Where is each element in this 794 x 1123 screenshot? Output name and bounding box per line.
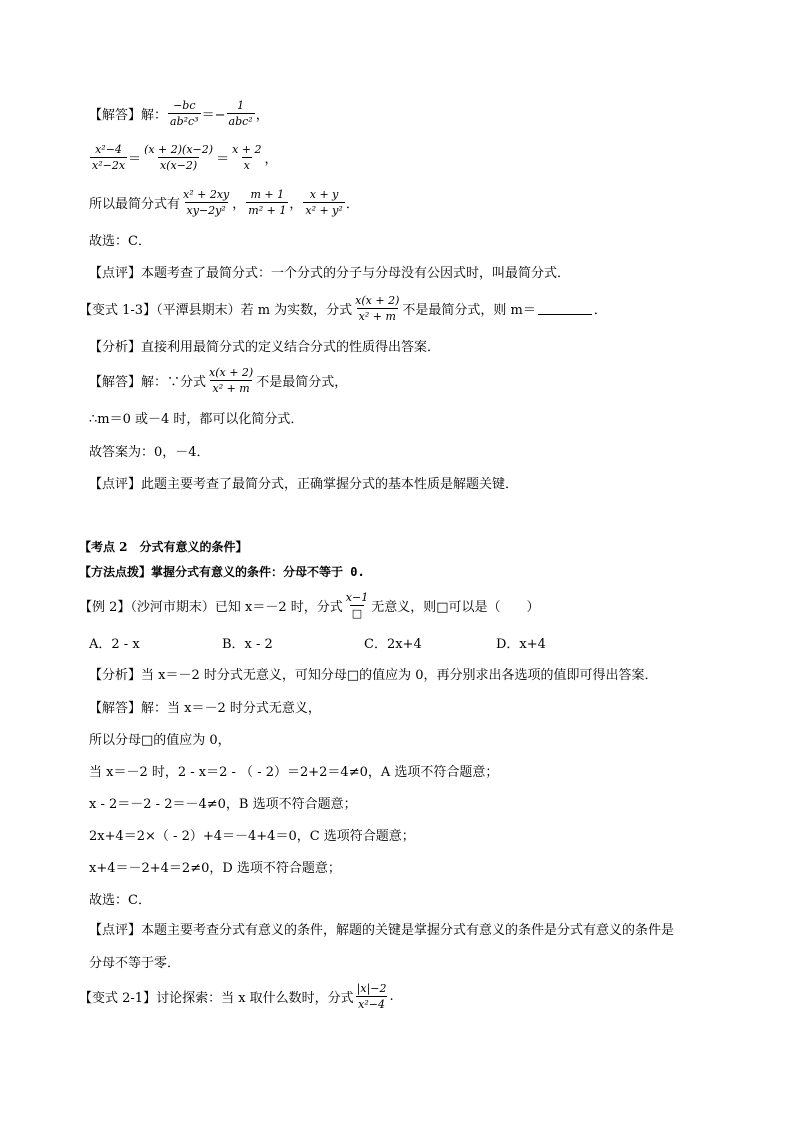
- fraction-factored: [142, 143, 215, 172]
- comment-text: 【点评】此题主要考查了最简分式，正确掌握分式的基本性质是解题关键．: [89, 476, 519, 492]
- fraction-simplified: [230, 143, 263, 172]
- fraction-denominator: x² + y²: [305, 203, 343, 217]
- options-row: [89, 632, 546, 652]
- fraction-numerator: x(x + 2): [355, 293, 400, 307]
- answer-text: x - 2＝－2 - 2＝－4≠0，B 选项不符合题意；: [89, 796, 357, 812]
- fraction-neg-bc: [168, 99, 201, 128]
- answer-text: 2x+4＝2×（ - 2）+4＝－4+4＝0，C 选项符合题意；: [89, 828, 415, 844]
- variant-2-1-question: [79, 979, 394, 1013]
- fraction-numerator: x + y: [309, 187, 339, 201]
- fraction-numerator: x + 2: [232, 142, 262, 156]
- fraction-numerator: (x + 2)(x−2): [144, 142, 214, 156]
- fraction-denominator: x² + m: [212, 381, 250, 395]
- fraction-simplest-2: [246, 188, 288, 217]
- example-2-answer-3: [89, 760, 498, 780]
- punctuation: ，: [264, 151, 278, 167]
- example-2-answer-4: [89, 792, 357, 812]
- fraction-denominator: □: [351, 606, 363, 620]
- section-title-text: 【考点 2 分式有意义的条件】: [79, 539, 248, 554]
- answer-text: ∴m＝0 或－4 时，都可以化简分式．: [89, 411, 304, 427]
- fraction-denominator: x²−2x: [92, 158, 126, 172]
- equals-sign: ＝: [128, 151, 142, 167]
- variant-1-3-question: [79, 291, 607, 325]
- punctuation: ，: [232, 196, 246, 212]
- fraction-answer-1-3: [207, 366, 255, 395]
- answer-line-3: [89, 185, 359, 219]
- method-tip-text: 【方法点拨】掌握分式有意义的条件：分母不等于 0.: [79, 564, 365, 579]
- fraction-numerator: −bc: [173, 98, 196, 112]
- fraction-denominator: x² + m: [358, 309, 396, 323]
- fraction-variant-2-1: [355, 982, 389, 1011]
- equals-sign: ＝: [216, 151, 230, 167]
- example-2-answer-1: [89, 696, 321, 716]
- answer-text: x+4＝－2+4＝2≠0，D 选项不符合题意；: [89, 860, 341, 876]
- variant-tail: 不是最简分式，则 m＝: [402, 302, 536, 318]
- fraction-numerator: x(x + 2): [209, 365, 254, 379]
- variant-head: 【变式 1-3】（平潭县期末）若 m 为实数，分式: [79, 302, 353, 318]
- example-2-answer-2: [89, 728, 231, 748]
- example-2-comment-1: [89, 918, 674, 938]
- comment-1: [89, 261, 570, 281]
- fraction-numerator: m + 1: [250, 187, 285, 201]
- comment-text: 分母不等于零．: [89, 955, 181, 971]
- punctuation: ．: [345, 196, 359, 212]
- answer-choice-text: 故选：C．: [89, 233, 151, 249]
- variant-1-3-comment: [89, 472, 518, 492]
- answer-text: 当 x＝－2 时，2 - x＝2 - （ - 2）＝2+2＝4≠0，A 选项不符合题意；: [89, 764, 499, 780]
- example-head: 【例 2】（沙河市期末）已知 x＝－2 时，分式: [79, 599, 343, 615]
- answer-text: 故选：C．: [89, 892, 151, 908]
- answer-text: 故答案为：0，－4．: [89, 444, 210, 460]
- example-2-analysis: [89, 663, 658, 683]
- example-2-comment-2: [89, 951, 180, 971]
- example-2-answer-6: [89, 856, 341, 876]
- answer-line-1: [89, 96, 269, 130]
- answer-text: 所以分母□的值应为 0，: [89, 732, 231, 748]
- fraction-denominator: x²−4: [358, 997, 386, 1011]
- answer-text: 所以最简分式有: [89, 196, 181, 212]
- fraction-numerator: x−1: [345, 590, 369, 604]
- answer-tail: 不是最简分式，: [256, 374, 348, 390]
- punctuation: ．: [593, 302, 607, 318]
- fraction-denominator: abc²: [228, 114, 253, 128]
- option-a: A．2 - x: [89, 636, 140, 652]
- answer-blank: [538, 302, 592, 315]
- variant-1-3-answer-2: [89, 407, 303, 427]
- fraction-variant-1-3: [353, 294, 401, 323]
- fraction-numerator: |x|−2: [356, 981, 387, 995]
- option-d: D．x+4: [496, 636, 546, 652]
- example-2-question: [79, 588, 540, 622]
- fraction-numerator: 1: [237, 98, 245, 112]
- method-tip: [79, 562, 365, 580]
- fraction-1-over-abc2: [227, 99, 255, 128]
- comment-text: 【点评】本题主要考查分式有意义的条件，解题的关键是掌握分式有意义的条件是分式有意义的条件是: [89, 922, 675, 938]
- option-c: C．2x+4: [364, 636, 422, 652]
- answer-label: 【解答】解：: [89, 107, 168, 123]
- variant-head: 【变式 2-1】讨论探索：当 x 取什么数时，分式: [79, 990, 354, 1006]
- fraction-simplest-3: [303, 188, 344, 217]
- fraction-denominator: x: [243, 158, 250, 172]
- answer-choice: [89, 229, 151, 249]
- fraction-numerator: x²−4: [95, 142, 122, 156]
- fraction-denominator: x(x−2): [159, 158, 198, 172]
- option-b: B．x - 2: [222, 636, 273, 652]
- answer-line-2: [89, 140, 278, 174]
- section-title: [79, 537, 248, 555]
- variant-1-3-answer-3: [89, 440, 210, 460]
- comment-text: 【点评】本题考查了最简分式：一个分式的分子与分母没有公因式时，叫最简分式．: [89, 265, 571, 281]
- punctuation: ，: [289, 196, 303, 212]
- example-tail: 无意义，则□可以是（ ）: [371, 599, 540, 615]
- fraction-x2-4: [90, 143, 127, 172]
- equals-sign: ＝−: [201, 107, 226, 123]
- analysis-text: 【分析】直接利用最简分式的定义结合分式的性质得出答案．: [89, 339, 441, 355]
- fraction-denominator: xy−2y²: [186, 203, 226, 217]
- fraction-denominator: ab²c³: [170, 114, 199, 128]
- fraction-numerator: x² + 2xy: [183, 187, 230, 201]
- fraction-example-2: [344, 591, 370, 620]
- punctuation: ，: [255, 107, 269, 123]
- fraction-simplest-1: [181, 188, 231, 217]
- example-2-answer-5: [89, 824, 415, 844]
- punctuation: .: [389, 988, 394, 1004]
- fraction-denominator: m² + 1: [248, 203, 287, 217]
- variant-1-3-analysis: [89, 335, 440, 355]
- example-2-answer-7: [89, 888, 151, 908]
- answer-head: 【解答】解：∵分式: [89, 374, 207, 390]
- analysis-text: 【分析】当 x＝－2 时分式无意义，可知分母□的值应为 0，再分别求出各选项的值即可得出答案．: [89, 667, 658, 683]
- variant-1-3-answer: [89, 363, 347, 397]
- answer-text: 【解答】解：当 x＝－2 时分式无意义，: [89, 700, 321, 716]
